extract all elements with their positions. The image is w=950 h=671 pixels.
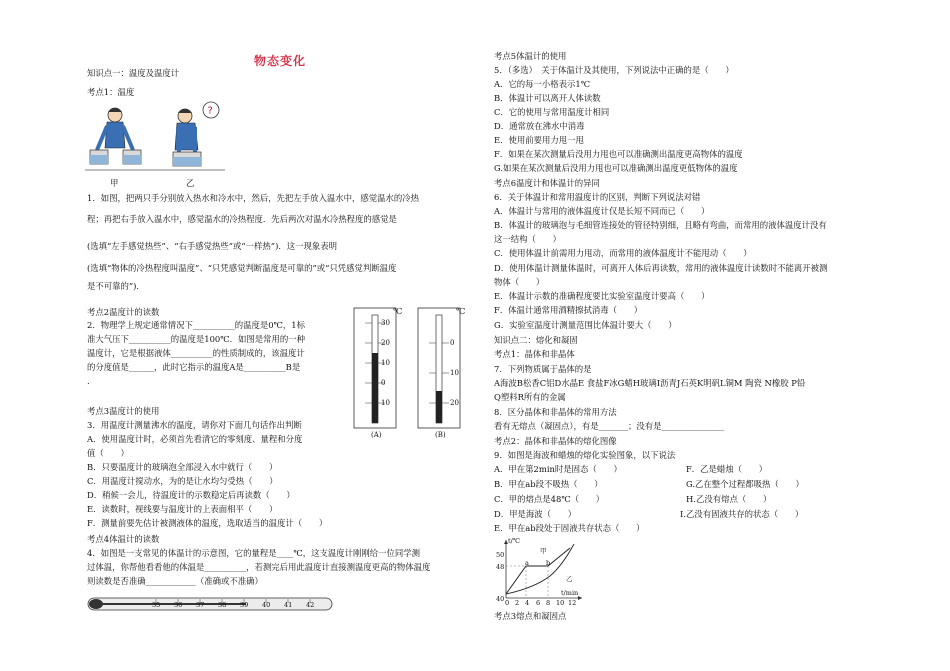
q5-line: G.如果在某次测量后没用力甩也可以准确测出温度更低物体的温度 <box>494 163 738 173</box>
graph-xtick: 4 <box>525 599 530 607</box>
q9-option: F．乙是蜡烛（ ） <box>686 464 768 474</box>
graph-xtick: 10 <box>556 599 565 607</box>
q3-line: F．测量前要先估计被测液体的温度，选取适当的温度计（ ） <box>87 518 328 528</box>
q3-line: B．只要温度计的玻璃泡全部浸入水中就行（ ） <box>87 462 278 472</box>
thermometer-unit-a: ℃ <box>393 306 403 316</box>
q1-line: 1．如图，把两只手分别放入热水和冷水中，然后，先把左手放入温水中，感觉温水的冷热 <box>87 193 419 203</box>
tick-label: 35 <box>152 601 161 609</box>
tick-label: 0 <box>381 379 386 387</box>
q7-line: 7．下列物质属于晶体的是 <box>494 364 592 374</box>
q5-line: E．使用前要用力甩一甩 <box>494 135 584 145</box>
q9-option: D．甲是海波（ ） <box>494 509 577 519</box>
graph-ytick: 48 <box>496 563 505 571</box>
knowledge-point-1: 知识点一：温度及温度计 <box>87 68 180 78</box>
section-heading: 考点1：晶体和非晶体 <box>494 349 575 359</box>
thermometer-label-b: (B) <box>435 431 446 439</box>
tick-label: 10 <box>450 369 459 377</box>
section-heading: 考点1：温度 <box>87 87 135 97</box>
thermometer-unit-b: ℃ <box>456 306 466 316</box>
q3-line: E．读数时，视线要与温度计的上表面相平（ ） <box>87 504 278 514</box>
figure-label-yi: 乙 <box>186 178 195 188</box>
q2-line: 准大气压下__________的温度是100℃．如图是常用的一种 <box>87 334 305 344</box>
q4-line: 4．如图是一支常见的体温计的示意图，它的量程是____℃，这支温度计刚刚给一位同学测 <box>87 548 420 558</box>
q8-line: 8．区分晶体和非晶体的常用方法 <box>494 407 617 417</box>
q5-line: 5．（多选） 关于体温计及其使用，下列说法中正确的是（ ） <box>494 65 734 75</box>
q3-line: 3．用温度计测量沸水的温度，请你对下面几句话作出判断 <box>87 420 302 430</box>
q3-line: A．使用温度计时，必须首先看清它的零刻度、量程和分度 <box>87 434 303 444</box>
q1-line: 程；再把右手放入温水中，感觉温水的冷热程度．先后两次对温水冷热程度的感觉是 <box>87 214 397 224</box>
tick-label: 20 <box>450 399 459 407</box>
q2-line: 的分度值是______，此时它指示的温度A是__________B是 <box>87 362 301 372</box>
graph-point-b: b <box>546 559 551 567</box>
q4-line: 则读数是否准确____________（准确或不准确） <box>87 576 263 586</box>
q9-option: A．甲在第2min时是固态（ ） <box>494 464 622 474</box>
q6-line: B．体温计的玻璃泡与毛细管连接处的管径特别细，且略有弯曲，而常用的液体温度计没有 <box>494 220 827 230</box>
q9-head: 9．如图是海波和蜡烛的熔化实验图象，以下说法 <box>494 450 676 460</box>
q2-line: 温度计，它是根据液体__________的性质制成的，该温度计 <box>87 348 305 358</box>
q7-line: Q塑料R所有的金属 <box>494 392 566 402</box>
graph-ytick: 40 <box>496 595 505 603</box>
q6-line: 6．关于体温计和常用温度计的区别，判断下列说法对错 <box>494 192 701 202</box>
section-heading: 考点6温度计和体温计的异同 <box>494 178 600 188</box>
graph-xtick: 0 <box>505 599 510 607</box>
graph-xtick: 2 <box>515 599 520 607</box>
graph-ylabel: t/℃ <box>508 537 521 545</box>
graph-xtick: 8 <box>546 599 551 607</box>
q5-line: C．它的使用与常用温度计相同 <box>494 107 610 117</box>
q8-line: 看有无熔点（凝固点），有是_______；没有是_______________ <box>494 421 725 431</box>
section-heading: 考点5体温计的使用 <box>494 51 567 61</box>
tick-label: 40 <box>262 601 271 609</box>
title: 物态变化 <box>254 54 307 68</box>
tick-label: 36 <box>174 601 183 609</box>
graph-xlabel: t/min <box>561 589 579 597</box>
q5-line: F．如果在某次测量后没用力甩也可以准确测出温度更高物体的温度 <box>494 149 743 159</box>
graph-xtick: 12 <box>568 599 577 607</box>
section-heading: 考点3熔点和凝固点 <box>494 611 567 621</box>
tick-label: 20 <box>381 339 390 347</box>
q6-line: 物体（ ） <box>494 277 545 287</box>
hands-in-water-figure <box>85 100 225 180</box>
q6-line: G．实验室温度计测量范围比体温计要大（ ） <box>494 320 677 330</box>
q6-line: E．体温计示数的准确程度要比实验室温度计要高（ ） <box>494 291 710 301</box>
graph-series-yi: 乙 <box>566 575 573 583</box>
q1-line: (选填“物体的冷热程度叫温度”、“只凭感觉判断温度是可靠的”或“只凭感觉判断温度 <box>87 263 397 273</box>
section-heading: 考点3温度计的使用 <box>87 406 160 416</box>
graph-series-jia: 甲 <box>540 547 547 555</box>
thermometer-label-a: (A) <box>371 431 382 439</box>
tick-label: 38 <box>218 601 227 609</box>
tick-label: 39 <box>240 601 249 609</box>
graph-ytick: 50 <box>496 551 505 559</box>
graph-point-a: a <box>525 559 529 567</box>
q4-line: 过体温，你帮他看看他的体温是__________，若测完后用此温度计直接测温度更高的物体温度 <box>87 562 431 572</box>
q6-line: C．使用体温计前需用力甩动，而常用的液体温度计不能甩动（ ） <box>494 248 752 258</box>
q6-line: A．体温计与常用的液体温度计仅是长短不同而已（ ） <box>494 206 710 216</box>
tick-label: 37 <box>196 601 205 609</box>
q5-line: A．它的每一小格表示1℃ <box>494 79 591 89</box>
q3-line: C．用温度计搅动水，为的是让水均匀受热（ ） <box>87 476 278 486</box>
q6-line: 这一结构（ ） <box>494 234 561 244</box>
q6-line: D．使用体温计测量体温时，可离开人体后再读数，常用的液体温度计读数时不能离开被测 <box>494 263 828 273</box>
q3-line: D．稍候一会儿，待温度计的示数稳定后再读数（ ） <box>87 490 295 500</box>
q3-line: 值（ ） <box>87 448 129 458</box>
tick-label: 30 <box>381 319 390 327</box>
knowledge-point-2: 知识点二：熔化和凝固 <box>494 335 578 345</box>
q9-option: H.乙没有熔点（ ） <box>686 494 772 504</box>
q9-option: B．甲在ab段不吸热（ ） <box>494 479 603 489</box>
svg-text:?: ? <box>207 105 213 117</box>
q5-line: B．体温计可以离开人体读数 <box>494 93 601 103</box>
clinical-thermometer <box>86 594 336 616</box>
graph-xtick: 6 <box>536 599 541 607</box>
q2-line: . <box>87 376 90 386</box>
tick-label: 10 <box>381 359 390 367</box>
figure-label-jia: 甲 <box>110 178 119 188</box>
q9-option: I.乙没有固液共存的状态（ ） <box>680 509 804 519</box>
q2-line: 2．物理学上规定通常情况下__________的温度是0℃，1标 <box>87 320 305 330</box>
q9-option: G.乙在整个过程都吸热（ ） <box>686 479 804 489</box>
q9-option: E．甲在ab段处于固液共存状态（ ） <box>494 523 645 533</box>
q9-option: C．甲的熔点是48℃（ ） <box>494 494 605 504</box>
q7-line: A海波B松香C铝D水晶E 食盐F冰G蜡H玻璃I沥青J石英K明矾L铜M 陶瓷 N橡胶 P铅 <box>494 378 806 388</box>
section-heading: 考点2温度计的读数 <box>87 307 160 317</box>
tick-label: 10 <box>381 399 390 407</box>
tick-label: 41 <box>284 601 293 609</box>
section-heading: 考点2：晶体和非晶体的熔化图像 <box>494 436 617 446</box>
q1-line: (选填“左手感觉热些”、“右手感觉热些”或“一样热”)．这一现象表明 <box>87 241 337 251</box>
q1-line: 是不可靠的”)． <box>87 281 145 291</box>
q6-line: F．体温计通常用酒精擦拭消毒（ ） <box>494 305 643 315</box>
tick-label: 0 <box>450 339 455 347</box>
section-heading: 考点4体温计的读数 <box>87 534 160 544</box>
q5-line: D．通常放在沸水中消毒 <box>494 121 585 131</box>
tick-label: 42 <box>306 601 315 609</box>
